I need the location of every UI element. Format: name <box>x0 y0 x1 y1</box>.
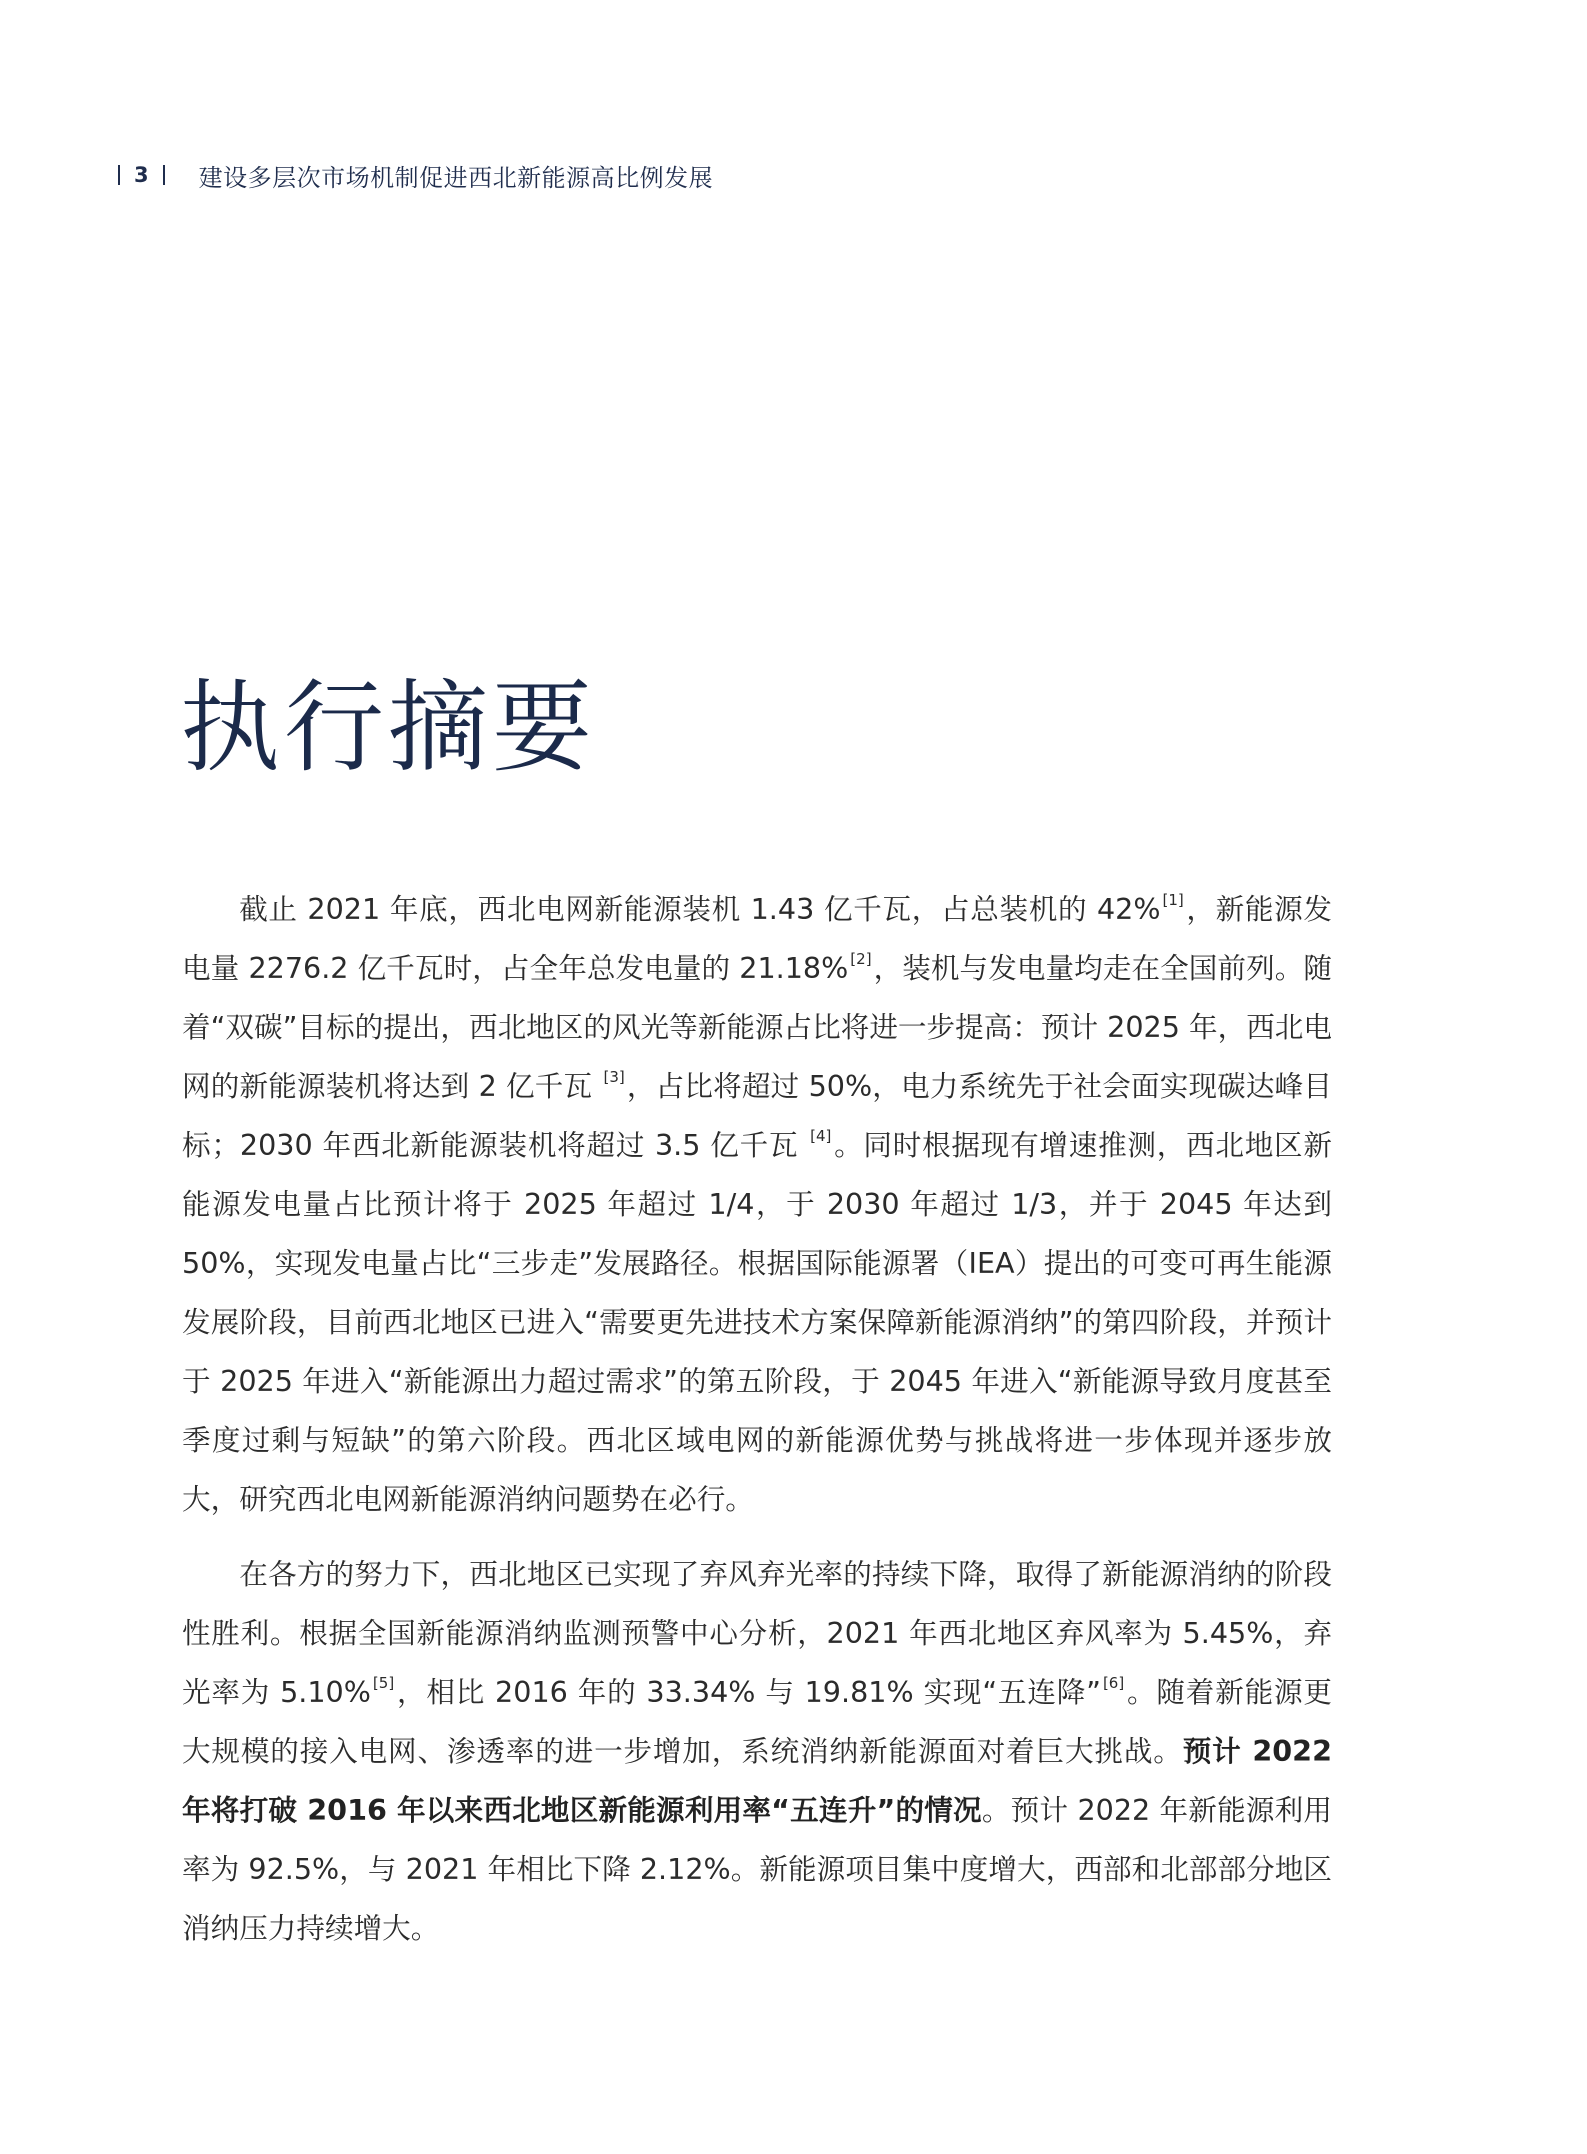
page-number: 3 <box>134 163 149 187</box>
page-header <box>118 160 713 190</box>
citation-1: [1] <box>1162 891 1184 909</box>
paragraph-1-text-2: ，新能源发电量 2276.2 亿千瓦时，占全年总发电量的 21.18% <box>182 892 1332 985</box>
citation-6: [6] <box>1102 1674 1125 1692</box>
paragraph-1-text-3: ，装机与发电量均走在全国前列。随着“双碳”目标的提出，西北地区的风光等新能源占比将进一步提高：预计 2025 年，西北电网的新能源装机将达到 2 亿千瓦 <box>182 951 1332 1103</box>
paragraph-1-text-1: 截止 2021 年底，西北电网新能源装机 1.43 亿千瓦，占总装机的 42% <box>239 892 1161 926</box>
header-divider-right <box>163 165 165 185</box>
paragraph-1-text-4: ，占比将超过 50%，电力系统先于社会面实现碳达峰目标；2030 年西北新能源装机将超过 3.5 亿千瓦 <box>182 1069 1332 1162</box>
header-divider-left <box>118 165 120 185</box>
citation-4: [4] <box>810 1127 832 1145</box>
paragraph-2 <box>182 1545 1332 1958</box>
citation-2: [2] <box>850 950 872 968</box>
paragraph-1-text-5: 。同时根据现有增速推测，西北地区新能源发电量占比预计将于 2025 年超过 1/4，于 2030 年超过 1/3，并于 2045 年达到 50%，实现发电量占比“三步走”发展路径。根据国际能源署（IEA）提出的可变可再生能源发展阶段，目前西北地区已进入“需要更先进技术方案保障新能源消纳”的第四阶段，并预计于 2025 年进入“新能源出力超过需求”的第五阶段，于 2045 年进入“新能源导致月度甚至季度过剩与短缺”的第六阶段。西北区域电网的新能源优势与挑战将进一步体现并逐步放大，研究西北电网新能源消纳问题势在必行。 <box>182 1128 1332 1516</box>
paragraph-2-text-4: 。预计 2022 年新能源利用率为 92.5%，与 2021 年相比下降 2.12%。新能源项目集中度增大，西部和北部部分地区消纳压力持续增大。 <box>182 1793 1333 1945</box>
paragraph-1 <box>182 880 1332 1529</box>
running-title: 建设多层次市场机制促进西北新能源高比例发展 <box>198 163 714 192</box>
paragraph-2-text-1: 在各方的努力下，西北地区已实现了弃风弃光率的持续下降，取得了新能源消纳的阶段性胜利。根据全国新能源消纳监测预警中心分析，2021 年西北地区弃风率为 5.45%，弃光率为 5.10% <box>182 1557 1332 1709</box>
section-title: 执行摘要 <box>180 669 596 786</box>
paragraph-2-bold-statement: 预计 2022 年将打破 2016 年以来西北地区新能源利用率“五连升”的情况 <box>182 1734 1332 1827</box>
citation-5: [5] <box>372 1674 395 1692</box>
paragraph-2-text-2: ，相比 2016 年的 33.34% 与 19.81% 实现“五连降” <box>396 1675 1101 1709</box>
body-text <box>182 880 1332 1958</box>
citation-3: [3] <box>603 1068 625 1086</box>
paragraph-2-text-3: 。随着新能源更大规模的接入电网、渗透率的进一步增加，系统消纳新能源面对着巨大挑战。 <box>182 1675 1332 1768</box>
